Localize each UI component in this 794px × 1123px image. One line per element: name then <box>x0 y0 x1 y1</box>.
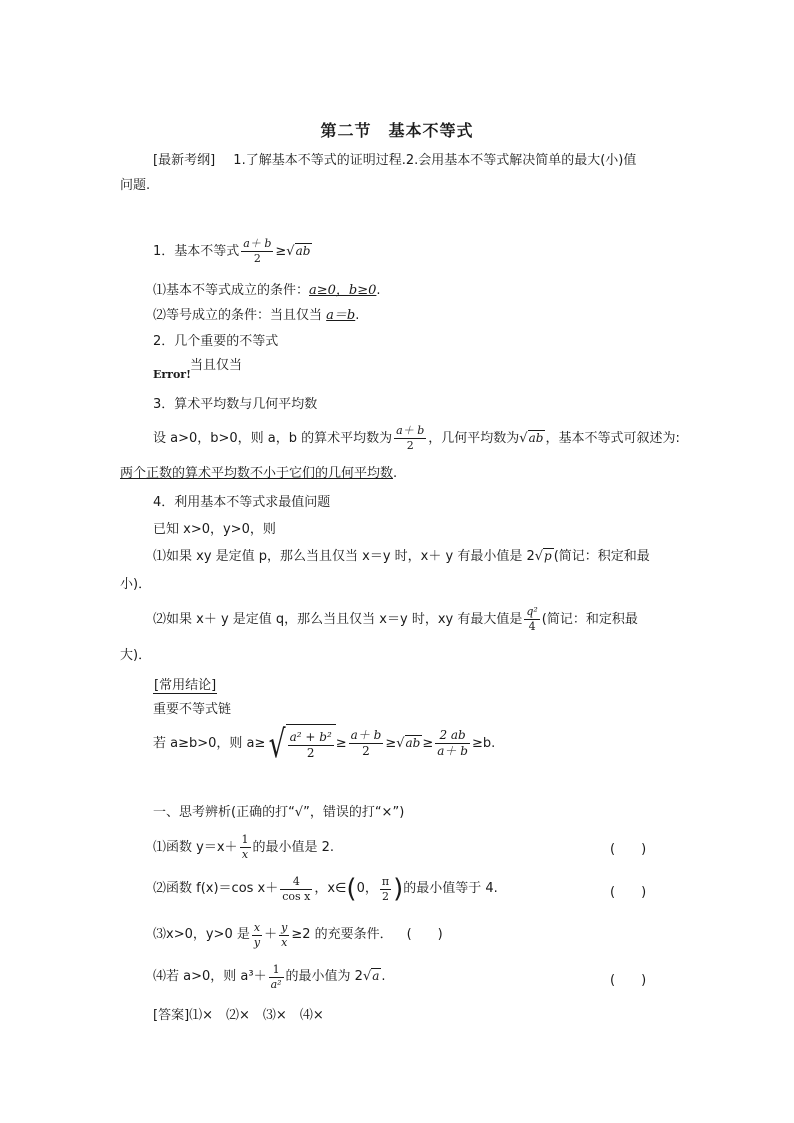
page-title: 第二节 基本不等式 <box>320 121 474 140</box>
q3-den-1: y <box>253 935 261 949</box>
q2-left-paren: ( <box>346 874 357 905</box>
chain-sq-den: 2 <box>306 745 315 760</box>
chain-ge-4: ≥b. <box>471 735 496 751</box>
chain-f2-den: 2 <box>362 744 370 759</box>
chain-ge-3: ≥ <box>422 735 434 751</box>
q2-num: 4 <box>280 876 312 890</box>
sec3-text-b: ，几何平均数为 <box>428 430 520 446</box>
common-label <box>153 678 217 695</box>
sec4-p1-end: 小)． <box>120 577 152 592</box>
sec3-heading: 3．算术平均数与几何平均数 <box>153 397 318 412</box>
sec3-frac-den: 2 <box>406 438 414 452</box>
chain-sqrt-ab-radicand: ab <box>405 735 421 750</box>
sec1-cond1-suffix: . <box>376 283 381 298</box>
chain-ge-2: ≥ <box>385 735 397 751</box>
sec3-fraction <box>394 425 426 452</box>
sec4-p2 <box>153 606 638 633</box>
sec3-sqrt: √ab <box>519 430 544 446</box>
sec1-fraction <box>241 238 273 265</box>
sec1-ge: ≥ <box>275 243 287 259</box>
sec4-p2-fraction <box>524 606 539 633</box>
sec1-heading <box>153 238 312 265</box>
outline-label: [最新考纲] <box>153 153 216 168</box>
answer-key: [答案]⑴× ⑵× ⑶× ⑷× <box>153 1008 324 1023</box>
sec1-frac-den: 2 <box>253 251 261 265</box>
sec3-statement-end: . <box>393 466 398 481</box>
q4-sqrt: √a <box>362 968 380 984</box>
sec3-line-2 <box>120 466 397 483</box>
q3-num-1: x <box>253 921 261 934</box>
sec3-text-c: ，基本不等式可叙述为: <box>545 430 680 446</box>
sec3-line-1 <box>153 425 680 452</box>
q2-den: cos x <box>282 889 311 903</box>
q4-text-end: . <box>381 968 386 984</box>
q3-fraction-1 <box>252 922 262 949</box>
q4-text: ⑷若 a>0，则 a³＋ <box>153 968 267 984</box>
chain-sq-num: a² + b² <box>289 729 332 744</box>
sec4-p1 <box>153 549 650 566</box>
sec1-frac-num: a＋ b <box>243 237 272 250</box>
question-4 <box>153 964 386 991</box>
sec4-p2-text: ⑵如果 x＋ y 是定值 q，那么当且仅当 x＝y 时，xy 有最大值是 <box>153 611 523 627</box>
q3-fraction-2 <box>279 922 289 949</box>
chain-f3-num: 2 ab <box>435 729 470 744</box>
common-heading: 重要不等式链 <box>153 702 232 717</box>
q1-text: ⑴函数 y＝x＋ <box>153 839 238 855</box>
q4-answer-blank[interactable]: ( ) <box>610 973 647 988</box>
sec3-text-a: 设 a>0，b>0，则 a，b 的算术平均数为 <box>153 430 393 446</box>
sec1-heading-text: 1．基本不等式 <box>153 243 240 259</box>
think-heading: 一、思考辨析(正确的打“√”，错误的打“×”) <box>153 805 405 820</box>
sec1-cond2-value: a＝b <box>326 308 356 323</box>
q1-answer-blank[interactable]: ( ) <box>610 842 647 857</box>
q1-text-end: 的最小值是 2. <box>252 839 335 855</box>
q4-radicand: a <box>372 968 380 983</box>
inequality-chain <box>153 724 495 764</box>
q3-text: ⑶x>0，y>0 是 <box>153 926 250 942</box>
q1-den: x <box>241 847 249 861</box>
sec4-p1-note: (简记：积定和最 <box>553 549 650 564</box>
q4-den: a² <box>270 977 282 991</box>
sec1-cond2 <box>153 308 359 325</box>
q4-num: 1 <box>269 964 284 978</box>
q2-pi-num: π <box>381 875 390 888</box>
chain-sqrt-symbol: √ <box>269 722 286 766</box>
error-label: Error! <box>153 368 191 381</box>
q3-plus: ＋ <box>264 926 278 942</box>
outline-line-1 <box>153 153 636 170</box>
q4-text-2: 的最小值为 2 <box>285 968 363 984</box>
common-label-text: [常用结论] <box>154 678 217 693</box>
sec4-p2-note: (简记：和定积最 <box>541 611 638 627</box>
sec4-p1-sqrt: √p <box>534 549 552 564</box>
sec1-sqrt: √ab <box>286 243 311 259</box>
sec3-statement: 两个正数的算术平均数不小于它们的几何平均数 <box>120 466 394 481</box>
sec4-p1-radicand: p <box>544 549 552 563</box>
sec1-sqrt-radicand: ab <box>295 243 311 258</box>
q3-den-2: x <box>281 935 288 949</box>
sec1-cond1-value: a≥0，b≥0 <box>309 283 377 298</box>
outline-text-1: 1.了解基本不等式的证明过程.2.会用基本不等式解决简单的最大(小)值 <box>233 153 637 168</box>
sec4-p1-text: ⑴如果 xy 是定值 p，那么当且仅当 x＝y 时，x＋ y 有最小值是 2 <box>153 549 535 564</box>
q2-text: ⑵函数 f(x)＝cos x＋ <box>153 880 279 896</box>
q3-text-end: ≥2 的充要条件． <box>291 926 393 942</box>
sec1-cond2-suffix: . <box>355 308 360 323</box>
sec4-p2-end: 大)． <box>120 648 152 663</box>
sec2-heading: 2．几个重要的不等式 <box>153 334 279 349</box>
q3-num-2: y <box>281 921 288 934</box>
chain-f3-den: a＋ b <box>437 744 468 759</box>
q1-num: 1 <box>241 833 249 846</box>
sec4-heading: 4．利用基本不等式求最值问题 <box>153 495 331 510</box>
sec1-cond1 <box>153 283 381 300</box>
sec3-frac-num: a＋ b <box>396 424 425 437</box>
q2-text-end: 的最小值等于 4. <box>403 880 498 896</box>
chain-prefix: 若 a≥b>0，则 a≥ <box>153 735 266 751</box>
chain-f2-num: a＋ b <box>350 728 382 743</box>
q2-domain: ，x∈ <box>314 880 347 896</box>
question-2 <box>153 876 498 903</box>
chain-sqrt-fraction <box>288 731 334 760</box>
q2-pi-fraction <box>380 876 391 903</box>
chain-fraction-2 <box>349 729 384 758</box>
q2-interval-start: 0， <box>356 880 378 896</box>
chain-ge-1: ≥ <box>335 735 347 751</box>
sec4-p2-den: 4 <box>528 619 536 633</box>
sec1-cond2-prefix: ⑵等号成立的条件：当且仅当 <box>153 308 323 323</box>
sec1-cond1-prefix: ⑴基本不等式成立的条件： <box>153 283 310 298</box>
q2-pi-den: 2 <box>381 889 389 903</box>
q3-answer-blank[interactable]: ( ) <box>406 926 443 942</box>
sec3-sqrt-radicand: ab <box>528 430 544 445</box>
chain-fraction-3 <box>435 729 470 758</box>
q4-fraction <box>269 964 284 991</box>
sec4-given: 已知 x>0，y>0，则 <box>153 522 276 537</box>
q2-right-paren: ) <box>393 874 404 905</box>
outline-text-2: 问题. <box>120 178 151 193</box>
question-1 <box>153 834 334 861</box>
chain-sqrt-ab: √ab <box>396 735 421 751</box>
chain-sqrt <box>265 724 335 764</box>
q2-fraction <box>280 876 312 903</box>
error-text: 当且仅当 <box>190 358 243 373</box>
q2-answer-blank[interactable]: ( ) <box>610 885 647 900</box>
question-3 <box>153 922 443 949</box>
q1-fraction <box>240 834 251 861</box>
sec4-p2-num: q² <box>526 605 538 618</box>
